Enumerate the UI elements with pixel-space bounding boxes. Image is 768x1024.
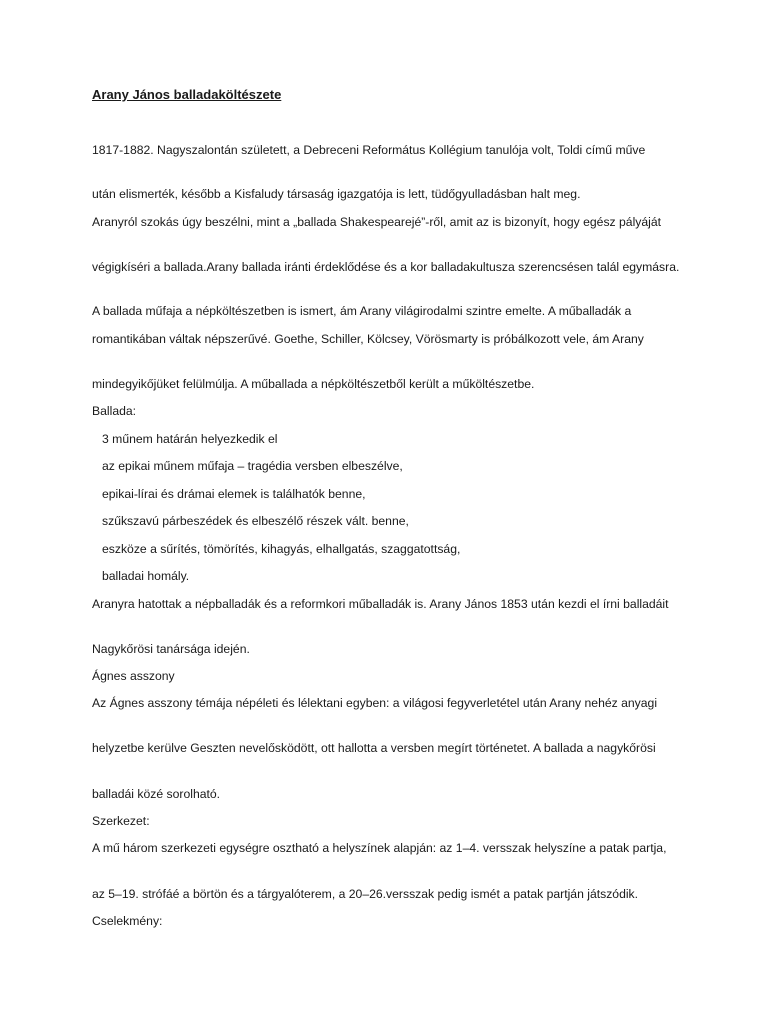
paragraph-16: A mű három szerkezeti egységre osztható a helyszínek alapján: az 1–4. versszak helyszíne a patak partja, [92, 841, 667, 855]
bullet-text: az epikai műnem műfaja – tragédia versben elbeszélve, [102, 459, 403, 473]
paragraph-15: Szerkezet: [92, 814, 150, 828]
bullet-item-3 [92, 486, 680, 503]
paragraph-10: Nagykőrösi tanársága idején. [92, 642, 250, 656]
paragraph-12: Az Ágnes asszony témája népéleti és lélektani egyben: a világosi fegyverletétel után Arany nehéz anyagi [92, 696, 658, 710]
paragraph-1: 1817-1882. Nagyszalontán született, a Debreceni Református Kollégium tanulója volt, Toldi című műve [92, 143, 646, 157]
bullet-text: balladai homály. [102, 569, 190, 583]
bullet-item-4 [92, 513, 680, 530]
bullet-item-1 [92, 431, 680, 448]
bullet-text: epikai-lírai és drámai elemek is találhatók benne, [102, 487, 366, 501]
paragraph-8: Ballada: [92, 404, 137, 418]
bullet-item-6 [92, 568, 680, 585]
paragraph-13: helyzetbe kerülve Geszten nevelősködött, ott hallotta a versben megírt történetet. A ballada a nagykőrösi [92, 741, 656, 755]
paragraph-18: Cselekmény: [92, 914, 163, 928]
document-title: Arany János balladaköltészete [92, 87, 282, 102]
paragraph-11: Ágnes asszony [92, 669, 175, 683]
bullet-text: eszköze a sűrítés, tömörítés, kihagyás, elhallgatás, szaggatottság, [102, 542, 461, 556]
bullet-text: 3 műnem határán helyezkedik el [102, 432, 278, 446]
paragraph-6: romantikában váltak népszerűvé. Goethe, Schiller, Kölcsey, Vörösmarty is próbálkozott vele, ám Arany [92, 332, 644, 346]
paragraph-17: az 5–19. strófáé a börtön és a tárgyalóterem, a 20–26.versszak pedig ismét a patak partján játszódik. [92, 887, 639, 901]
paragraph-9: Aranyra hatottak a népballadák és a reformkori műballadák is. Arany János 1853 után kezdi el írni balladáit [92, 597, 669, 611]
paragraph-3: Aranyról szokás úgy beszélni, mint a „ballada Shakespearejé”-ről, amit az is bizonyít, hogy egész pályáját [92, 215, 662, 229]
paragraph-7: mindegyikőjüket felülmúlja. A műballada a népköltészetből került a műköltészetbe. [92, 377, 535, 391]
paragraph-5: A ballada műfaja a népköltészetben is ismert, ám Arany világirodalmi szintre emelte. A műballadák a [92, 304, 632, 318]
bullet-item-2 [92, 458, 680, 475]
bullet-item-5 [92, 541, 680, 558]
paragraph-4: végigkíséri a ballada.Arany ballada iránti érdeklődése és a kor balladakultusza szerencsésen talál egymásra. [92, 260, 680, 274]
bullet-text: szűkszavú párbeszédek és elbeszélő részek vált. benne, [102, 514, 409, 528]
paragraph-14: balladái közé sorolható. [92, 787, 221, 801]
paragraph-2: után elismerték, később a Kisfaludy társaság igazgatója is lett, tüdőgyulladásban halt meg. [92, 187, 581, 201]
